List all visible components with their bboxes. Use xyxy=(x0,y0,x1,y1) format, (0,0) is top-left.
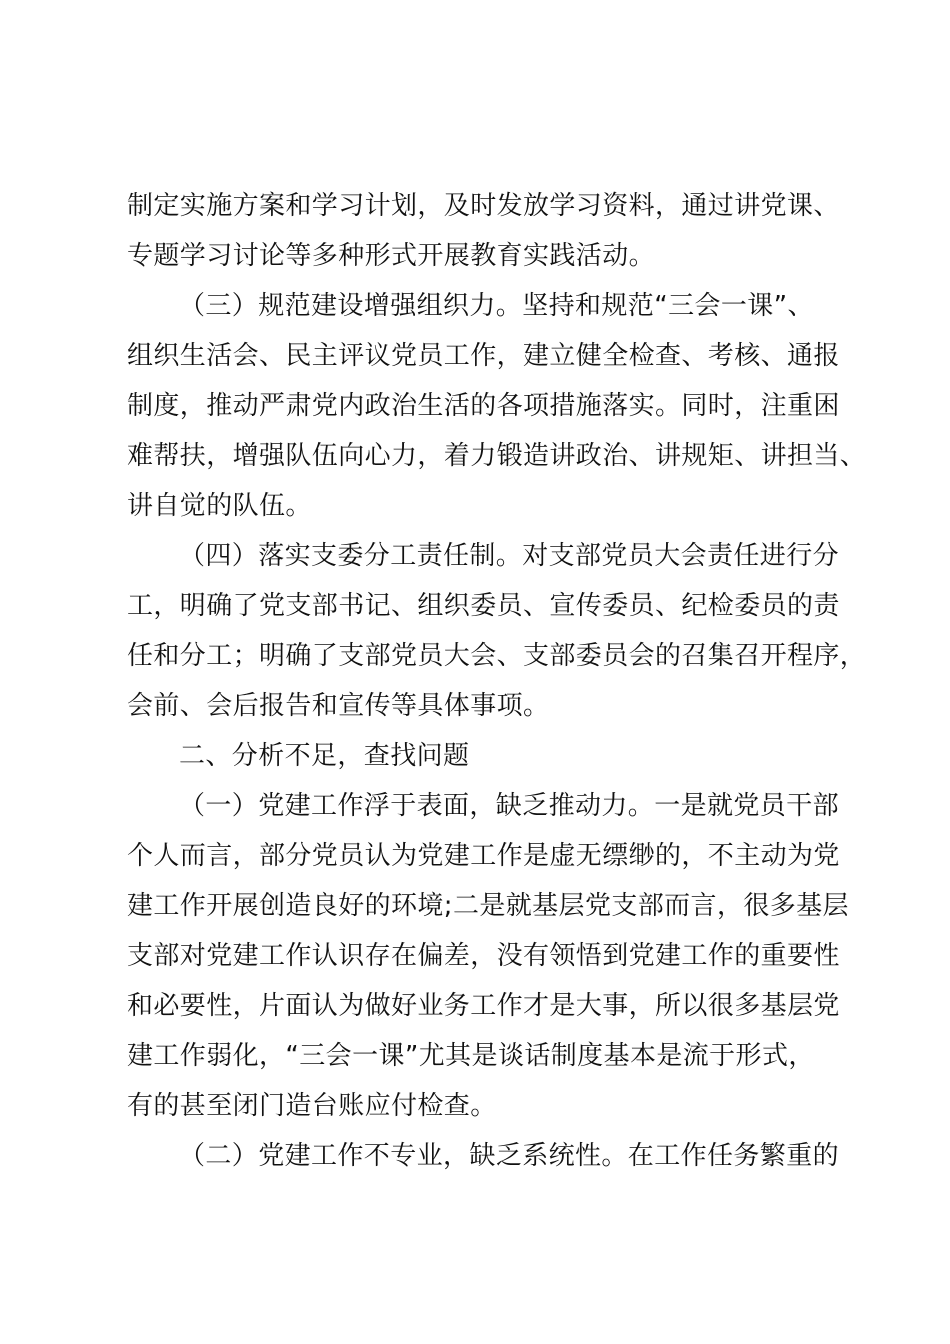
section-heading-line: （一）党建工作浮于表面，缺乏推动力。一是就党员干部 xyxy=(179,791,840,821)
chapter-heading-line: 二、分析不足，查找问题 xyxy=(179,741,470,771)
section-heading-line: （三）规范建设增强组织力。坚持和规范“三会一课”、 xyxy=(179,291,814,321)
text-line: 难帮扶，增强队伍向心力，着力锻造讲政治、讲规矩、讲担当、 xyxy=(127,441,867,471)
text-line: 讲自觉的队伍。 xyxy=(127,491,312,521)
section-heading-line: （四）落实支委分工责任制。对支部党员大会责任进行分 xyxy=(179,541,840,571)
section-heading-line: （二）党建工作不专业，缺乏系统性。在工作任务繁重的 xyxy=(179,1141,840,1171)
text-line: 制定实施方案和学习计划，及时发放学习资料，通过讲党课、 xyxy=(127,191,840,221)
text-line: 建工作弱化，“三会一课”尤其是谈话制度基本是流于形式， xyxy=(127,1041,815,1071)
text-line: 专题学习讨论等多种形式开展教育实践活动。 xyxy=(127,241,656,271)
text-line: 制度，推动严肃党内政治生活的各项措施落实。同时，注重困 xyxy=(127,391,840,421)
text-line: 和必要性，片面认为做好业务工作才是大事，所以很多基层党 xyxy=(127,991,840,1021)
text-line: 工，明确了党支部书记、组织委员、宣传委员、纪检委员的责 xyxy=(127,591,840,621)
text-line: 有的甚至闭门造台账应付检查。 xyxy=(127,1091,497,1121)
text-line: 任和分工；明确了支部党员大会、支部委员会的召集召开程序， xyxy=(127,641,867,671)
text-line: 建工作开展创造良好的环境;二是就基层党支部而言，很多基层 xyxy=(127,891,849,921)
text-line: 组织生活会、民主评议党员工作，建立健全检查、考核、通报 xyxy=(127,341,840,371)
document-body xyxy=(127,181,867,1181)
text-line: 会前、会后报告和宣传等具体事项。 xyxy=(127,691,550,721)
text-line: 支部对党建工作认识存在偏差，没有领悟到党建工作的重要性 xyxy=(127,941,840,971)
text-line: 个人而言，部分党员认为党建工作是虚无缥缈的，不主动为党 xyxy=(127,841,840,871)
